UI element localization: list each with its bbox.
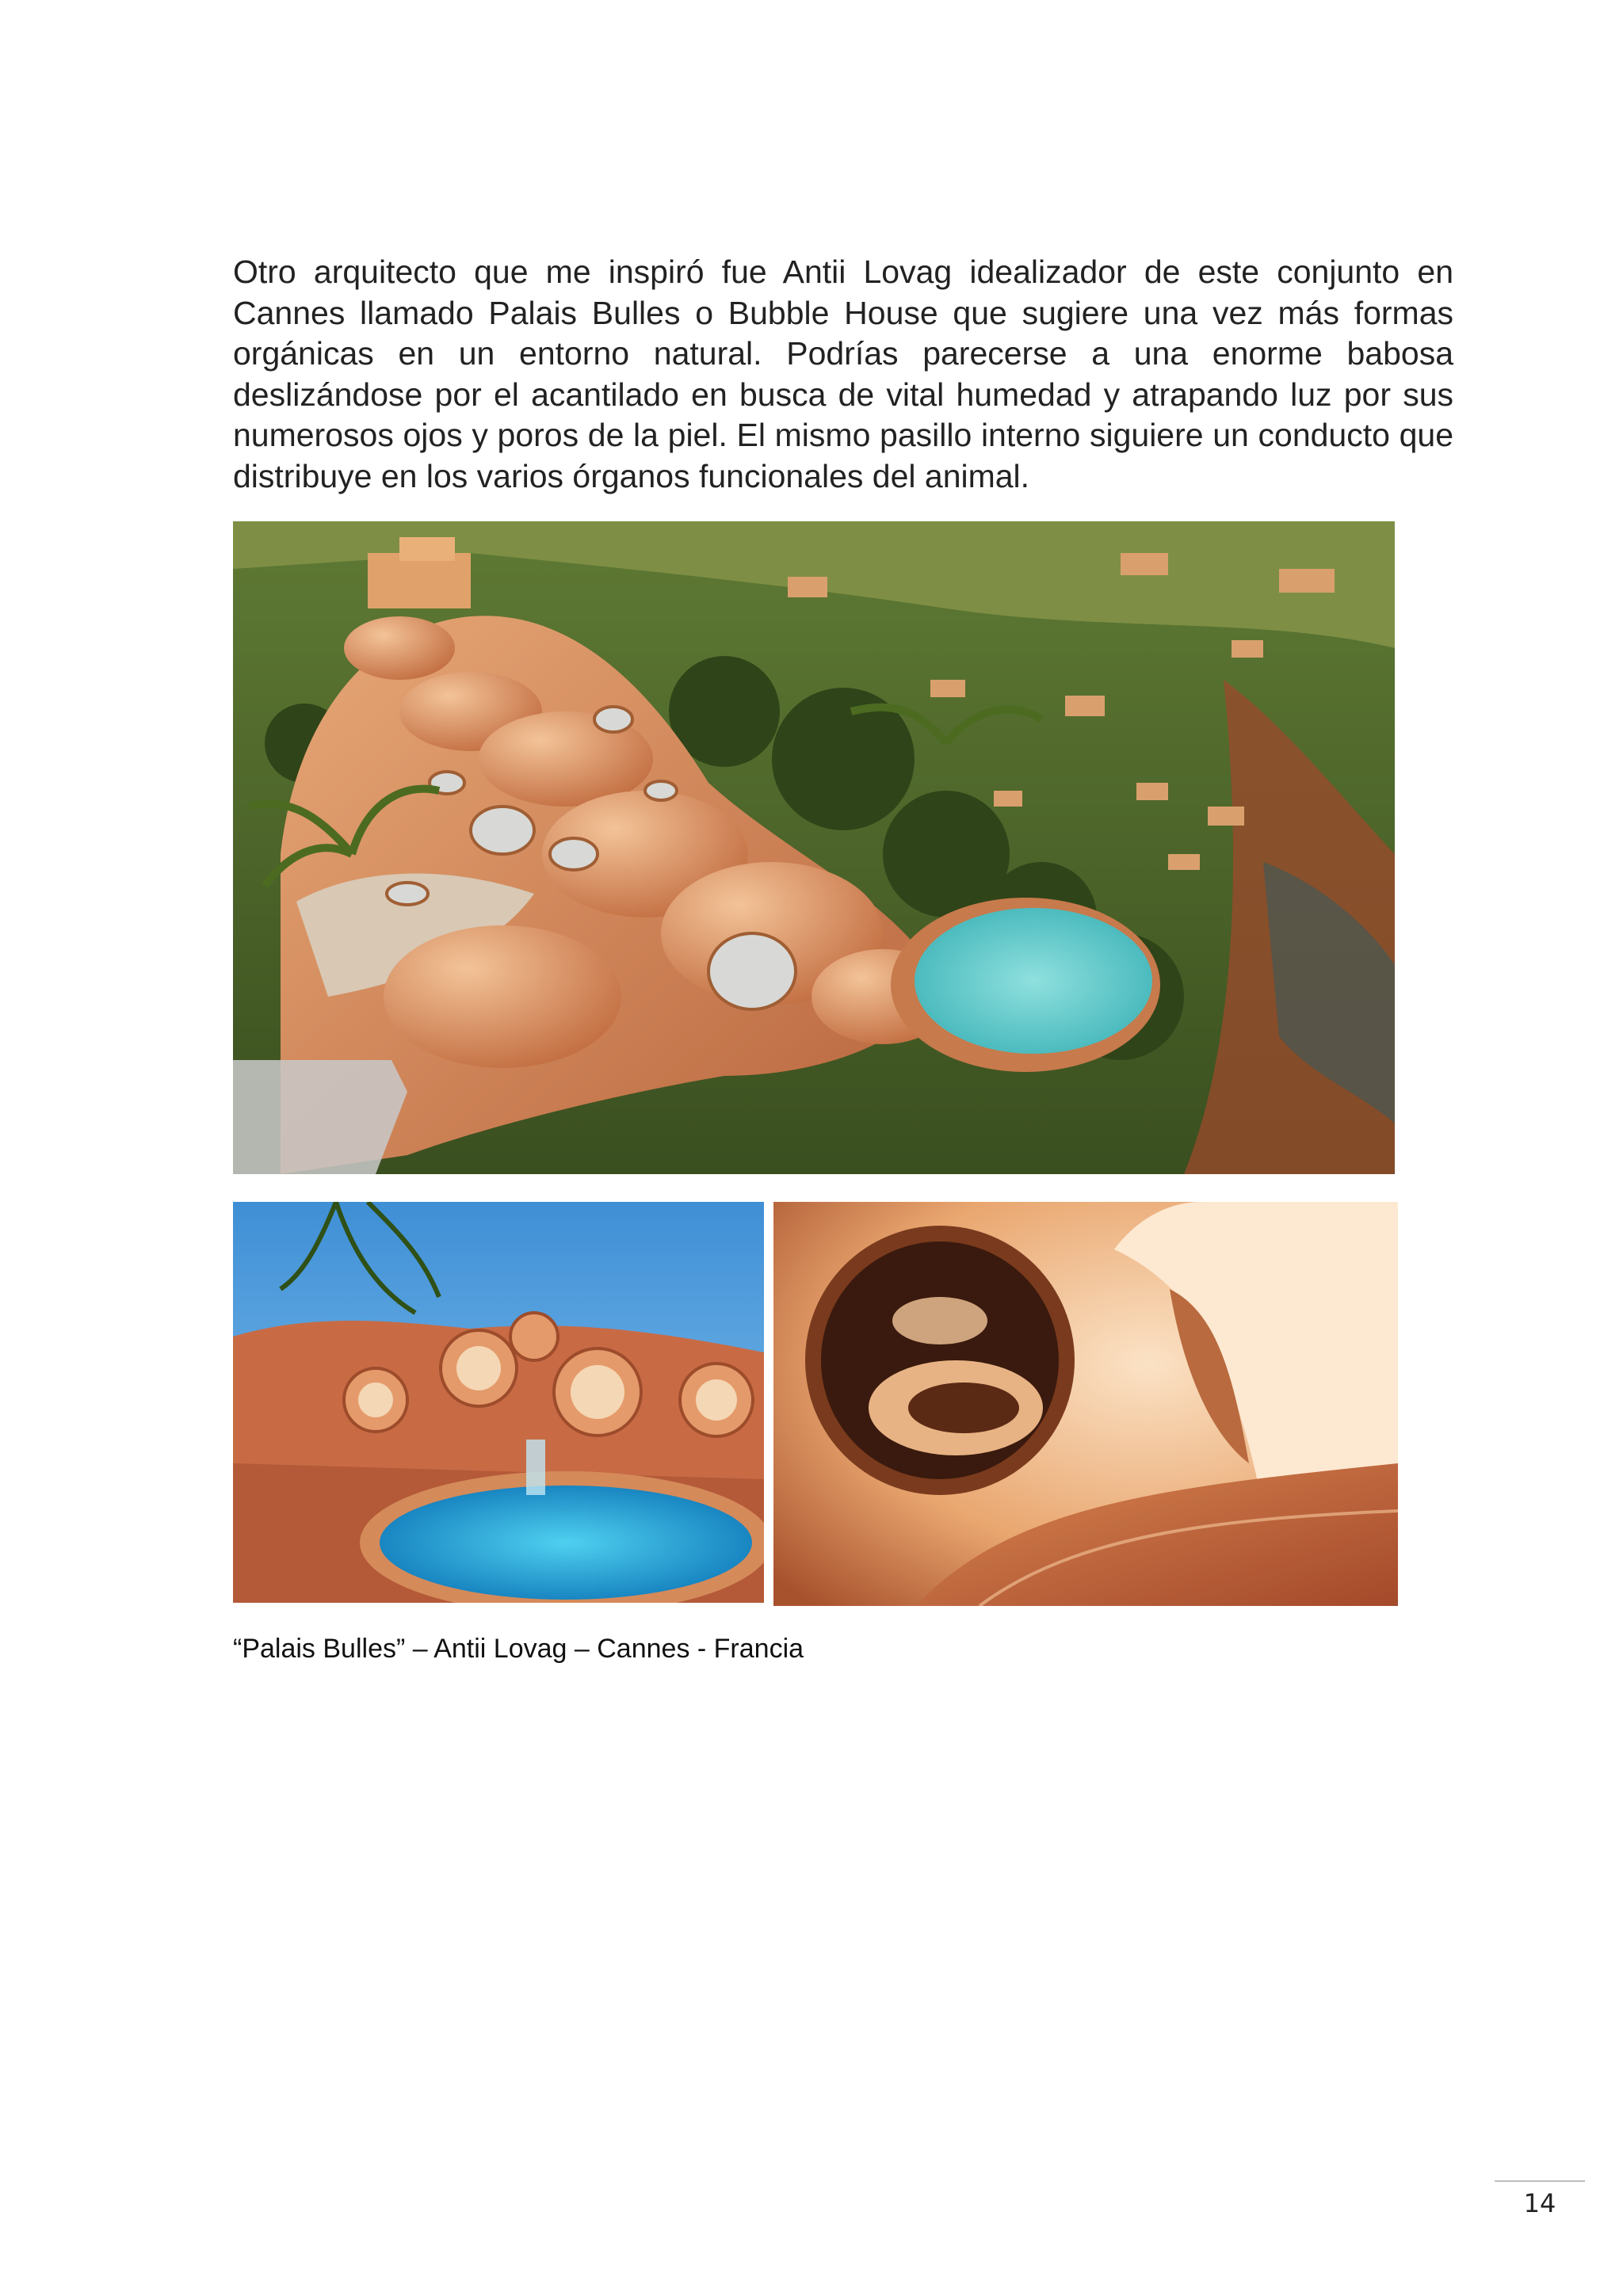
figure-caption: “Palais Bulles” – Antii Lovag – Cannes - Francia — [233, 1634, 804, 1664]
aerial-photo-palais-bulles — [233, 521, 1395, 1174]
body-paragraph: Otro arquitecto que me inspiró fue Antii Lovag idealizador de este conjunto en Cannes llamado Palais Bulles o Bubble House que sugiere una vez más formas orgánicas en un entorno natural. Podrías parecerse a una enorme babosa deslizándose por el acantilado en busca de vital humedad y atrapando luz por sus numerosos ojos y poros de la piel. El mismo pasillo interno siguiere un conducto que distribuye en los varios órganos funcionales del animal. — [233, 254, 1453, 494]
pool-photo-palais-bulles — [233, 1202, 764, 1603]
interior-corridor-photo-palais-bulles — [773, 1202, 1398, 1606]
page-number: 14 — [1523, 2188, 1556, 2218]
footer-divider — [1495, 2180, 1585, 2182]
